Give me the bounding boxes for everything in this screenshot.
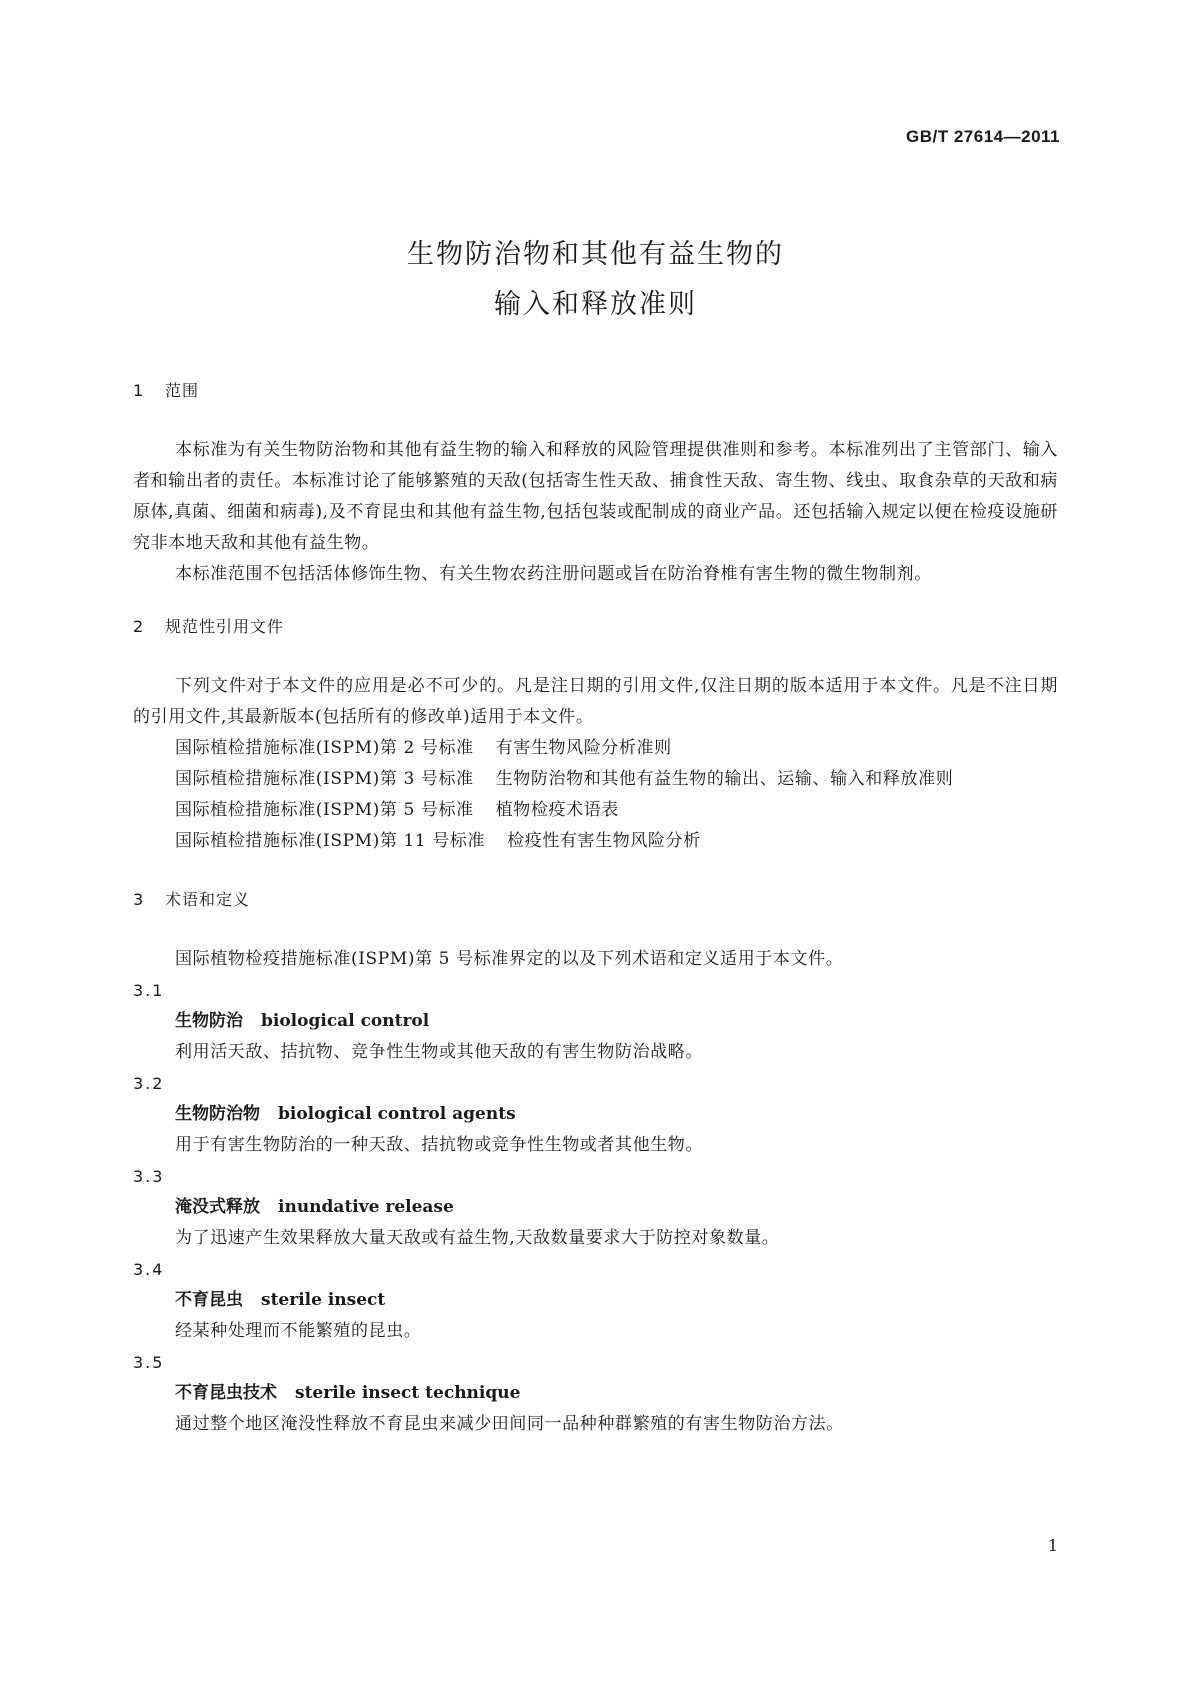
scope-paragraph-2: 本标准范围不包括活体修饰生物、有关生物农药注册问题或旨在防治脊椎有害生物的微生物制剂。 [175,564,932,584]
term-number: 3.3 [133,1167,165,1186]
term-definition: 通过整个地区淹没性释放不育昆虫来减少田间同一品种种群繁殖的有害生物防治方法。 [175,1414,844,1434]
term-definition: 利用活天敌、拮抗物、竞争性生物或其他天敌的有害生物防治战略。 [175,1042,703,1062]
reference-item: 国际植检措施标准(ISPM)第 11 号标准 检疫性有害生物风险分析 [175,831,701,851]
term-number: 3.5 [133,1353,165,1372]
term-entry [133,1347,1058,1440]
term-name: 生物防治物 biological control agents [175,1104,516,1124]
reference-item: 国际植检措施标准(ISPM)第 3 号标准 生物防治物和其他有益生物的输出、运输、输入和释放准则 [175,769,954,789]
term-definition: 用于有害生物防治的一种天敌、拮抗物或竞争性生物或者其他生物。 [175,1135,703,1155]
term-entry [133,975,1058,1068]
reference-item: 国际植检措施标准(ISPM)第 5 号标准 植物检疫术语表 [175,800,619,820]
term-number: 3.2 [133,1074,165,1093]
term-name: 淹没式释放 inundative release [175,1197,454,1217]
document-title [0,230,1191,330]
term-entry [133,1068,1058,1161]
terms-intro: 国际植物检疫措施标准(ISPM)第 5 号标准界定的以及下列术语和定义适用于本文件。 [175,949,844,969]
section-3-heading [133,887,1058,910]
section-1-heading [133,378,1058,401]
term-name: 生物防治 biological control [175,1011,430,1031]
section-number: 1 [133,381,145,400]
standard-code: GB/T 27614—2011 [906,127,1060,146]
section-number: 2 [133,617,145,636]
section-2-heading [133,614,1058,637]
term-number: 3.4 [133,1260,165,1279]
title-line-1: 生物防治物和其他有益生物的 [407,239,784,270]
page-number: 1 [1047,1536,1058,1555]
section-title: 范围 [165,381,200,400]
term-entry [133,1161,1058,1254]
section-title: 术语和定义 [165,890,251,909]
section-title: 规范性引用文件 [165,617,285,636]
scope-paragraph-1: 本标准为有关生物防治物和其他有益生物的输入和释放的风险管理提供准则和参考。本标准列出了主管部门、输入者和输出者的责任。本标准讨论了能够繁殖的天敌(包括寄生性天敌、捕食性天敌、寄生物、线虫、取食杂草的天敌和病原体,真菌、细菌和病毒),及不育昆虫和其他有益生物,包括包装或配制成的商业产品。还包括输入规定以便在检疫设施研究非本地天敌和其他有益生物。 [133,440,1058,553]
title-line-2: 输入和释放准则 [494,289,697,320]
term-definition: 经某种处理而不能繁殖的昆虫。 [175,1321,422,1341]
term-name: 不育昆虫 sterile insect [175,1290,386,1310]
reference-item: 国际植检措施标准(ISPM)第 2 号标准 有害生物风险分析准则 [175,738,672,758]
term-name: 不育昆虫技术 sterile insect technique [175,1383,521,1403]
document-body [133,378,1058,1440]
term-entry [133,1254,1058,1347]
term-number: 3.1 [133,981,165,1000]
section-number: 3 [133,890,145,909]
term-definition: 为了迅速产生效果释放大量天敌或有益生物,天敌数量要求大于防控对象数量。 [175,1228,780,1248]
references-intro: 下列文件对于本文件的应用是必不可少的。凡是注日期的引用文件,仅注日期的版本适用于本文件。凡是不注日期的引用文件,其最新版本(包括所有的修改单)适用于本文件。 [133,676,1058,727]
